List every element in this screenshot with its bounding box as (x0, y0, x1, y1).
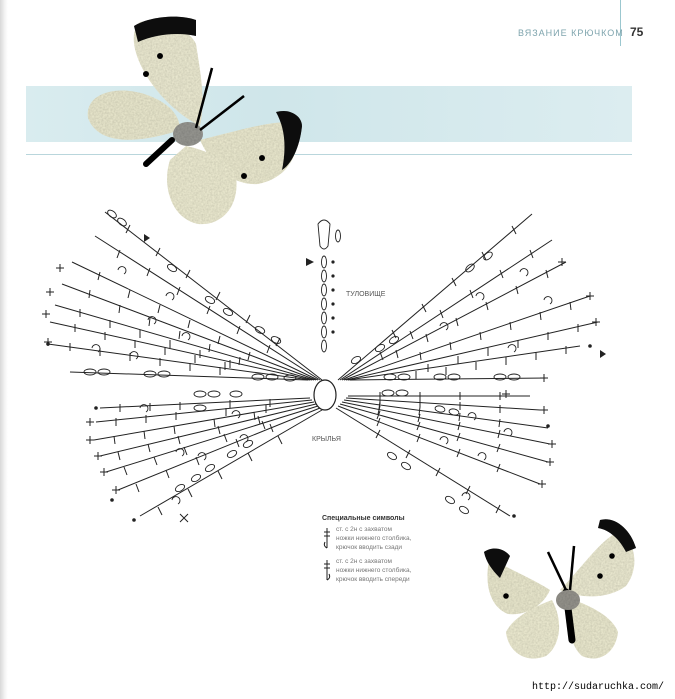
wing-upper-right-loops (440, 269, 552, 352)
wing-lower-right-loops (440, 413, 512, 500)
body-label: ТУЛОВИЩЕ (346, 291, 386, 298)
wing-lower-right-dots (512, 424, 550, 518)
legend-line: ст. с 2н с захватом (336, 558, 392, 565)
wing-lower-left-dots (94, 406, 136, 522)
wing-dot-right (588, 344, 592, 348)
legend (322, 515, 442, 589)
direction-arrow-body (306, 258, 314, 266)
body-chain-dots (331, 260, 334, 333)
stitch-front-post-icon (322, 558, 332, 582)
legend-line: ножки нижнего столбика, (336, 535, 412, 542)
wings-label: КРЫЛЬЯ (312, 436, 341, 443)
wing-upper-left-plus (42, 264, 70, 370)
wing-lower-right (336, 396, 550, 516)
wing-upper-left-ticks (70, 225, 280, 375)
crochet-butterfly-photo-top (88, 17, 302, 225)
wing-upper-right-chains (350, 250, 520, 380)
wing-lower-left-plus (86, 418, 188, 522)
legend-line: ст. с 2н с захватом (336, 526, 392, 533)
crochet-butterfly-photo-bottom (484, 519, 636, 658)
page-number: 75 (630, 25, 644, 39)
wing-upper-right-ticks (380, 226, 578, 379)
watermark-url: http://sudaruchka.com/ (532, 682, 665, 693)
legend-line: ножки нижнего столбика, (336, 567, 412, 574)
direction-arrow-upper-left (144, 234, 150, 242)
wing-lower-right-plus (502, 390, 556, 488)
stitch-back-post-icon (322, 526, 332, 550)
wing-upper-left-chains (84, 209, 296, 381)
section-title: ВЯЗАНИЕ КРЮЧКОМ (518, 28, 624, 38)
wing-center-ring (314, 380, 336, 410)
wing-lower-right-chains (382, 390, 470, 515)
legend-line: крючок вводить спереди (336, 576, 410, 583)
direction-arrow-upper-right (600, 350, 606, 358)
wing-upper-left-loops (92, 267, 190, 359)
wing-upper-right-plus (540, 258, 600, 382)
legend-item-back (322, 525, 442, 552)
wing-lower-left-chains (174, 391, 254, 493)
wing-dot (46, 342, 50, 346)
legend-item-front (322, 557, 442, 584)
legend-title: Специальные символы (322, 515, 405, 522)
wing-lower-left (94, 398, 322, 516)
body-chain (318, 220, 341, 352)
legend-line: крючок вводить сзади (336, 544, 403, 551)
wing-lower-left-loops (140, 405, 248, 504)
